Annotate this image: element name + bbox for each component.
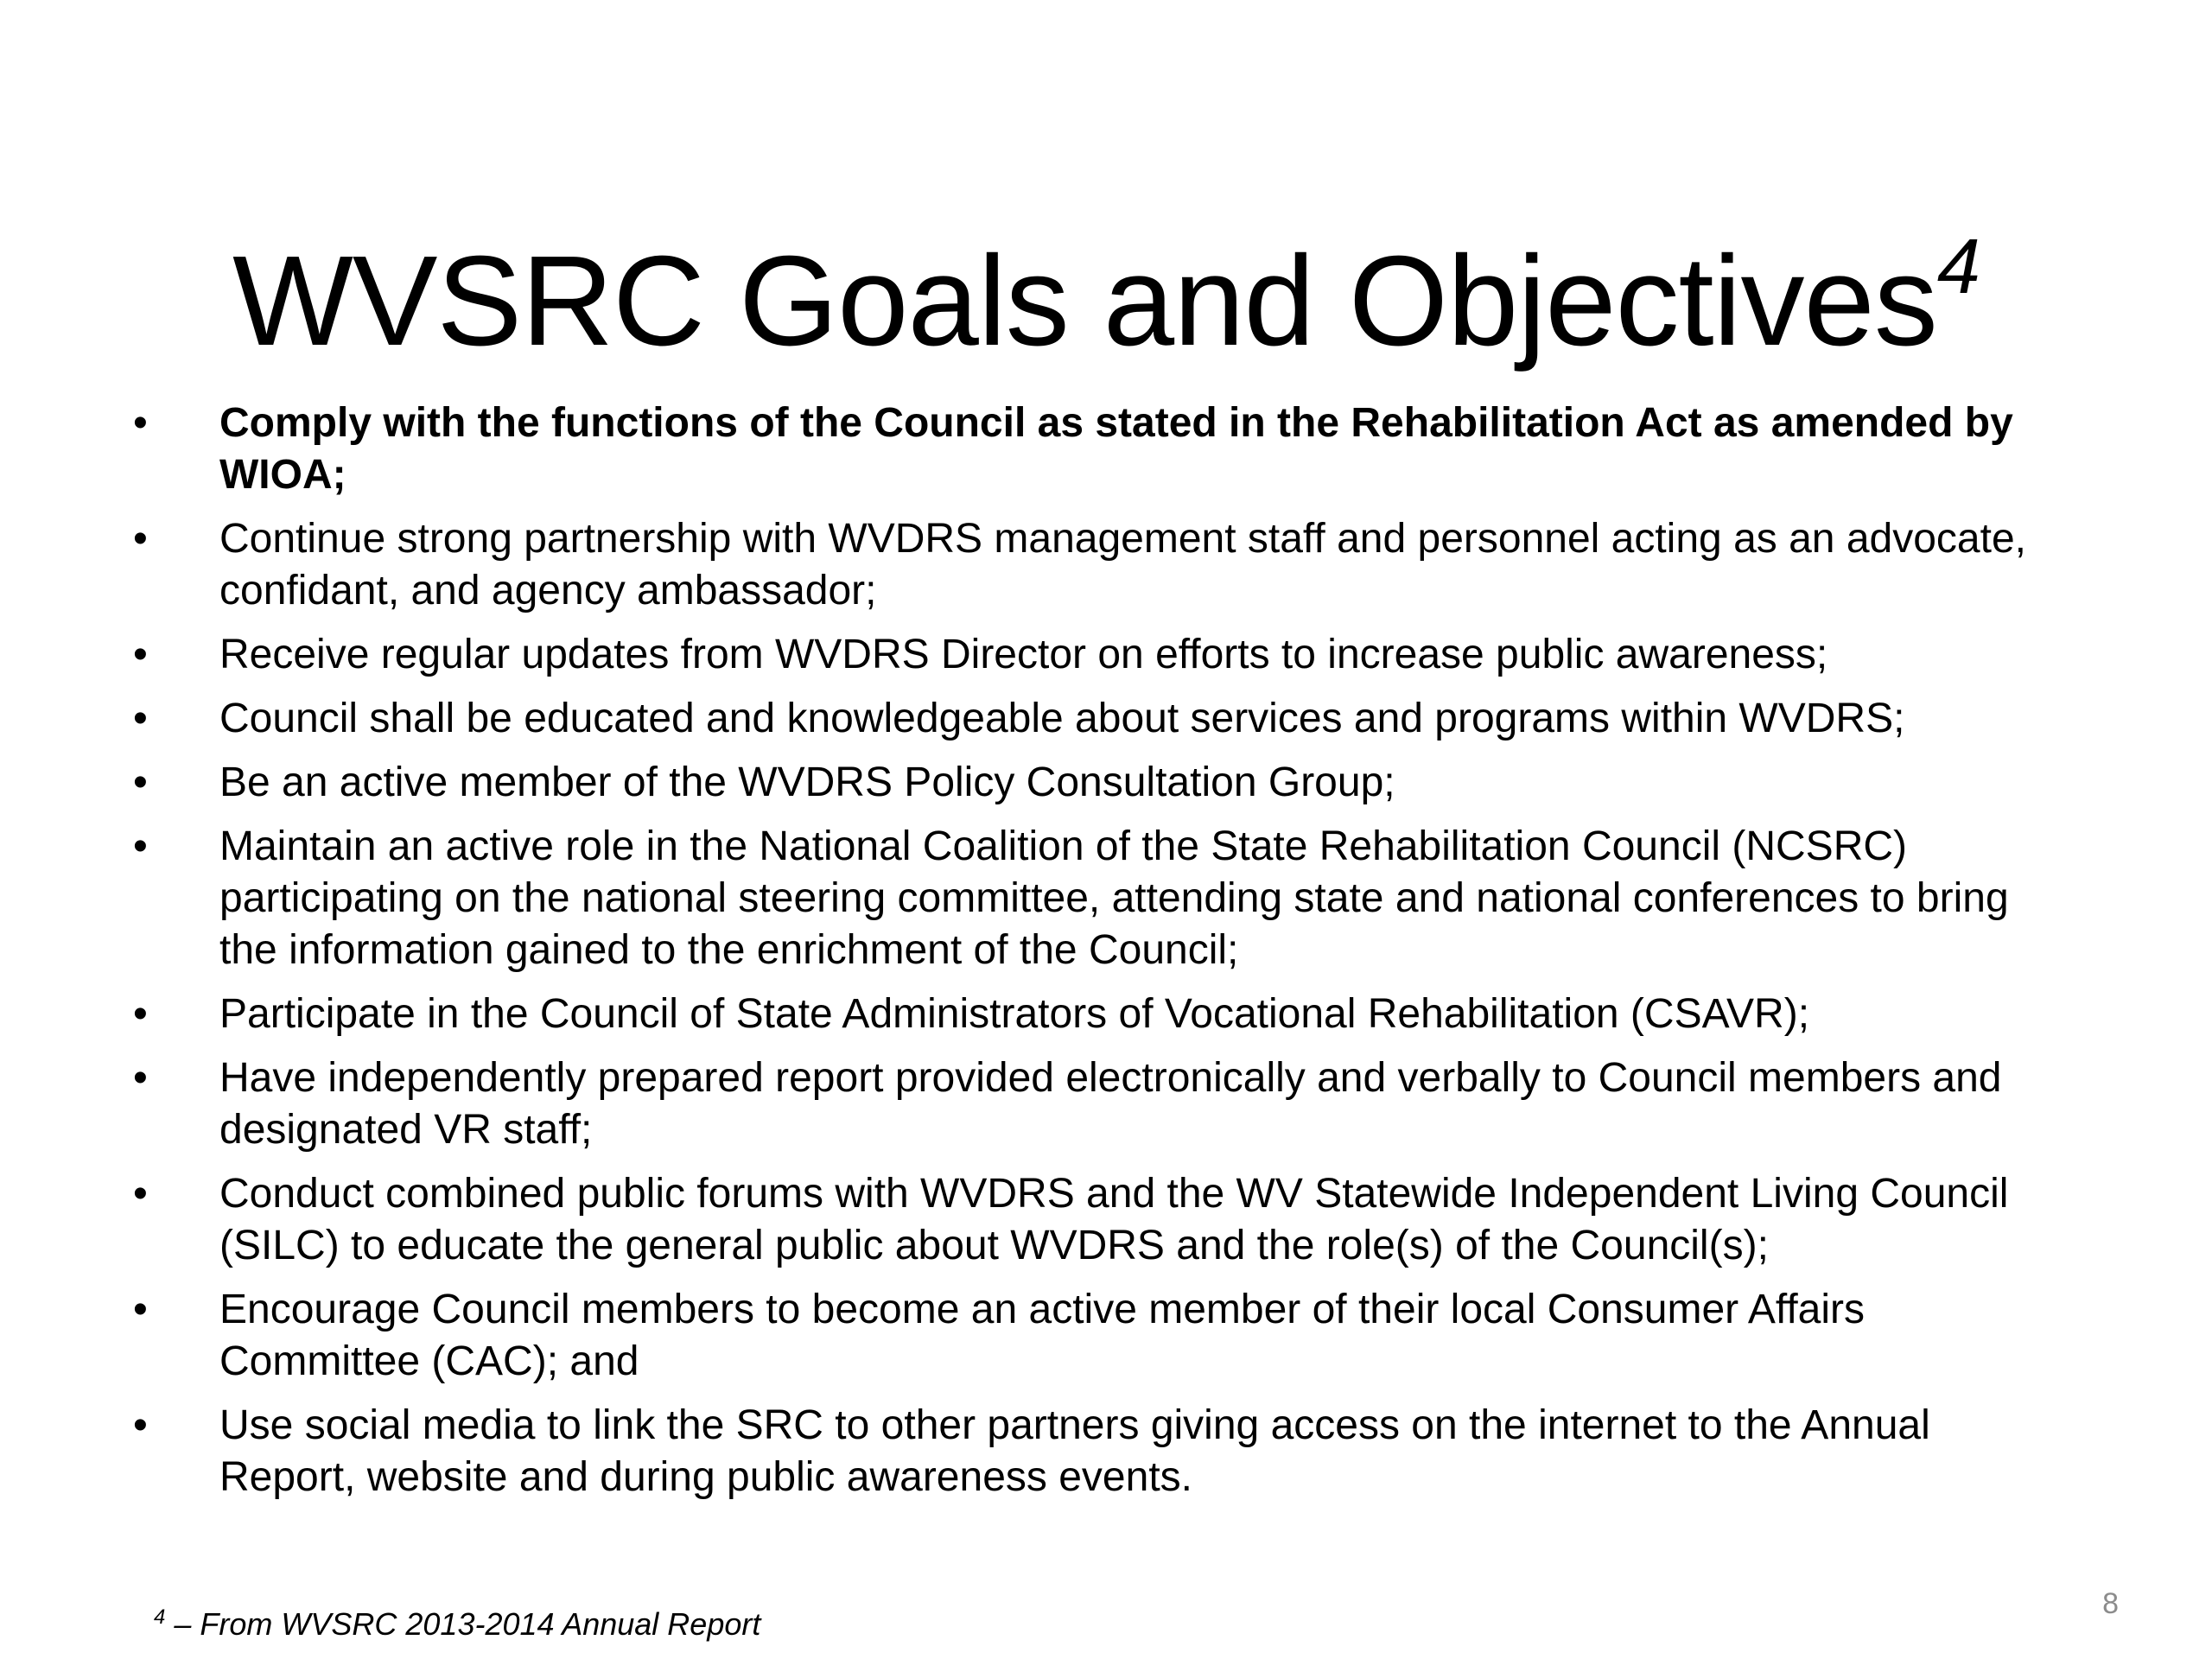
bullet-icon: • — [133, 400, 148, 446]
footnote-text: – From WVSRC 2013-2014 Annual Report — [165, 1606, 761, 1642]
list-item — [121, 757, 2056, 809]
list-item — [121, 513, 2056, 617]
list-item — [121, 397, 2056, 501]
list-item — [121, 629, 2056, 681]
bullet-icon: • — [133, 1055, 148, 1101]
list-item — [121, 1168, 2056, 1272]
list-item — [121, 988, 2056, 1040]
list-item-text: Comply with the functions of the Council as stated in the Rehabilitation Act as amended by WIOA; — [219, 400, 2013, 498]
title-footnote-marker: 4 — [1936, 223, 1980, 310]
list-item-text: Council shall be educated and knowledgeable about services and programs within WVDRS; — [219, 696, 1905, 741]
footnote — [154, 1605, 760, 1643]
list-item-text: Conduct combined public forums with WVDRS and the WV Statewide Independent Living Council (SILC) to educate the general public about WVDRS and the role(s) of the Council(s); — [219, 1171, 2009, 1268]
bullet-icon: • — [133, 696, 148, 741]
list-item — [121, 693, 2056, 745]
bullet-icon: • — [133, 1171, 148, 1217]
list-item-text: Maintain an active role in the National Coalition of the State Rehabilitation Council (NCSRC) participating on the national steering committee, attending state and national conferences to bring the information gained to the enrichment of the Council; — [219, 823, 2009, 973]
bullet-icon: • — [133, 991, 148, 1037]
bullet-icon: • — [133, 632, 148, 677]
list-item — [121, 1052, 2056, 1156]
bullet-icon: • — [133, 760, 148, 805]
bullet-icon: • — [133, 1402, 148, 1448]
list-item-text: Use social media to link the SRC to other partners giving access on the internet to the Annual Report, website and during public awareness events. — [219, 1402, 1930, 1500]
list-item-text: Be an active member of the WVDRS Policy Consultation Group; — [219, 760, 1395, 805]
list-item-text: Continue strong partnership with WVDRS management staff and personnel acting as an advocate, confidant, and agency ambassador; — [219, 516, 2026, 613]
slide-title — [0, 224, 2212, 379]
slide-title-text: WVSRC Goals and Objectives — [232, 230, 1937, 373]
bullet-icon: • — [133, 823, 148, 869]
page-number: 8 — [2102, 1587, 2119, 1620]
footnote-marker: 4 — [154, 1605, 166, 1629]
list-item-text: Encourage Council members to become an active member of their local Consumer Affairs Committee (CAC); and — [219, 1287, 1865, 1384]
list-item — [121, 1284, 2056, 1388]
list-item-text: Have independently prepared report provided electronically and verbally to Council members and designated VR staff; — [219, 1055, 2002, 1153]
list-item — [121, 821, 2056, 976]
list-item-text: Participate in the Council of State Administrators of Vocational Rehabilitation (CSAVR); — [219, 991, 1810, 1037]
list-item — [121, 1400, 2056, 1503]
bullet-icon: • — [133, 1287, 148, 1332]
list-item-text: Receive regular updates from WVDRS Director on efforts to increase public awareness; — [219, 632, 1828, 677]
bullet-icon: • — [133, 516, 148, 562]
goals-list — [121, 397, 2056, 1516]
